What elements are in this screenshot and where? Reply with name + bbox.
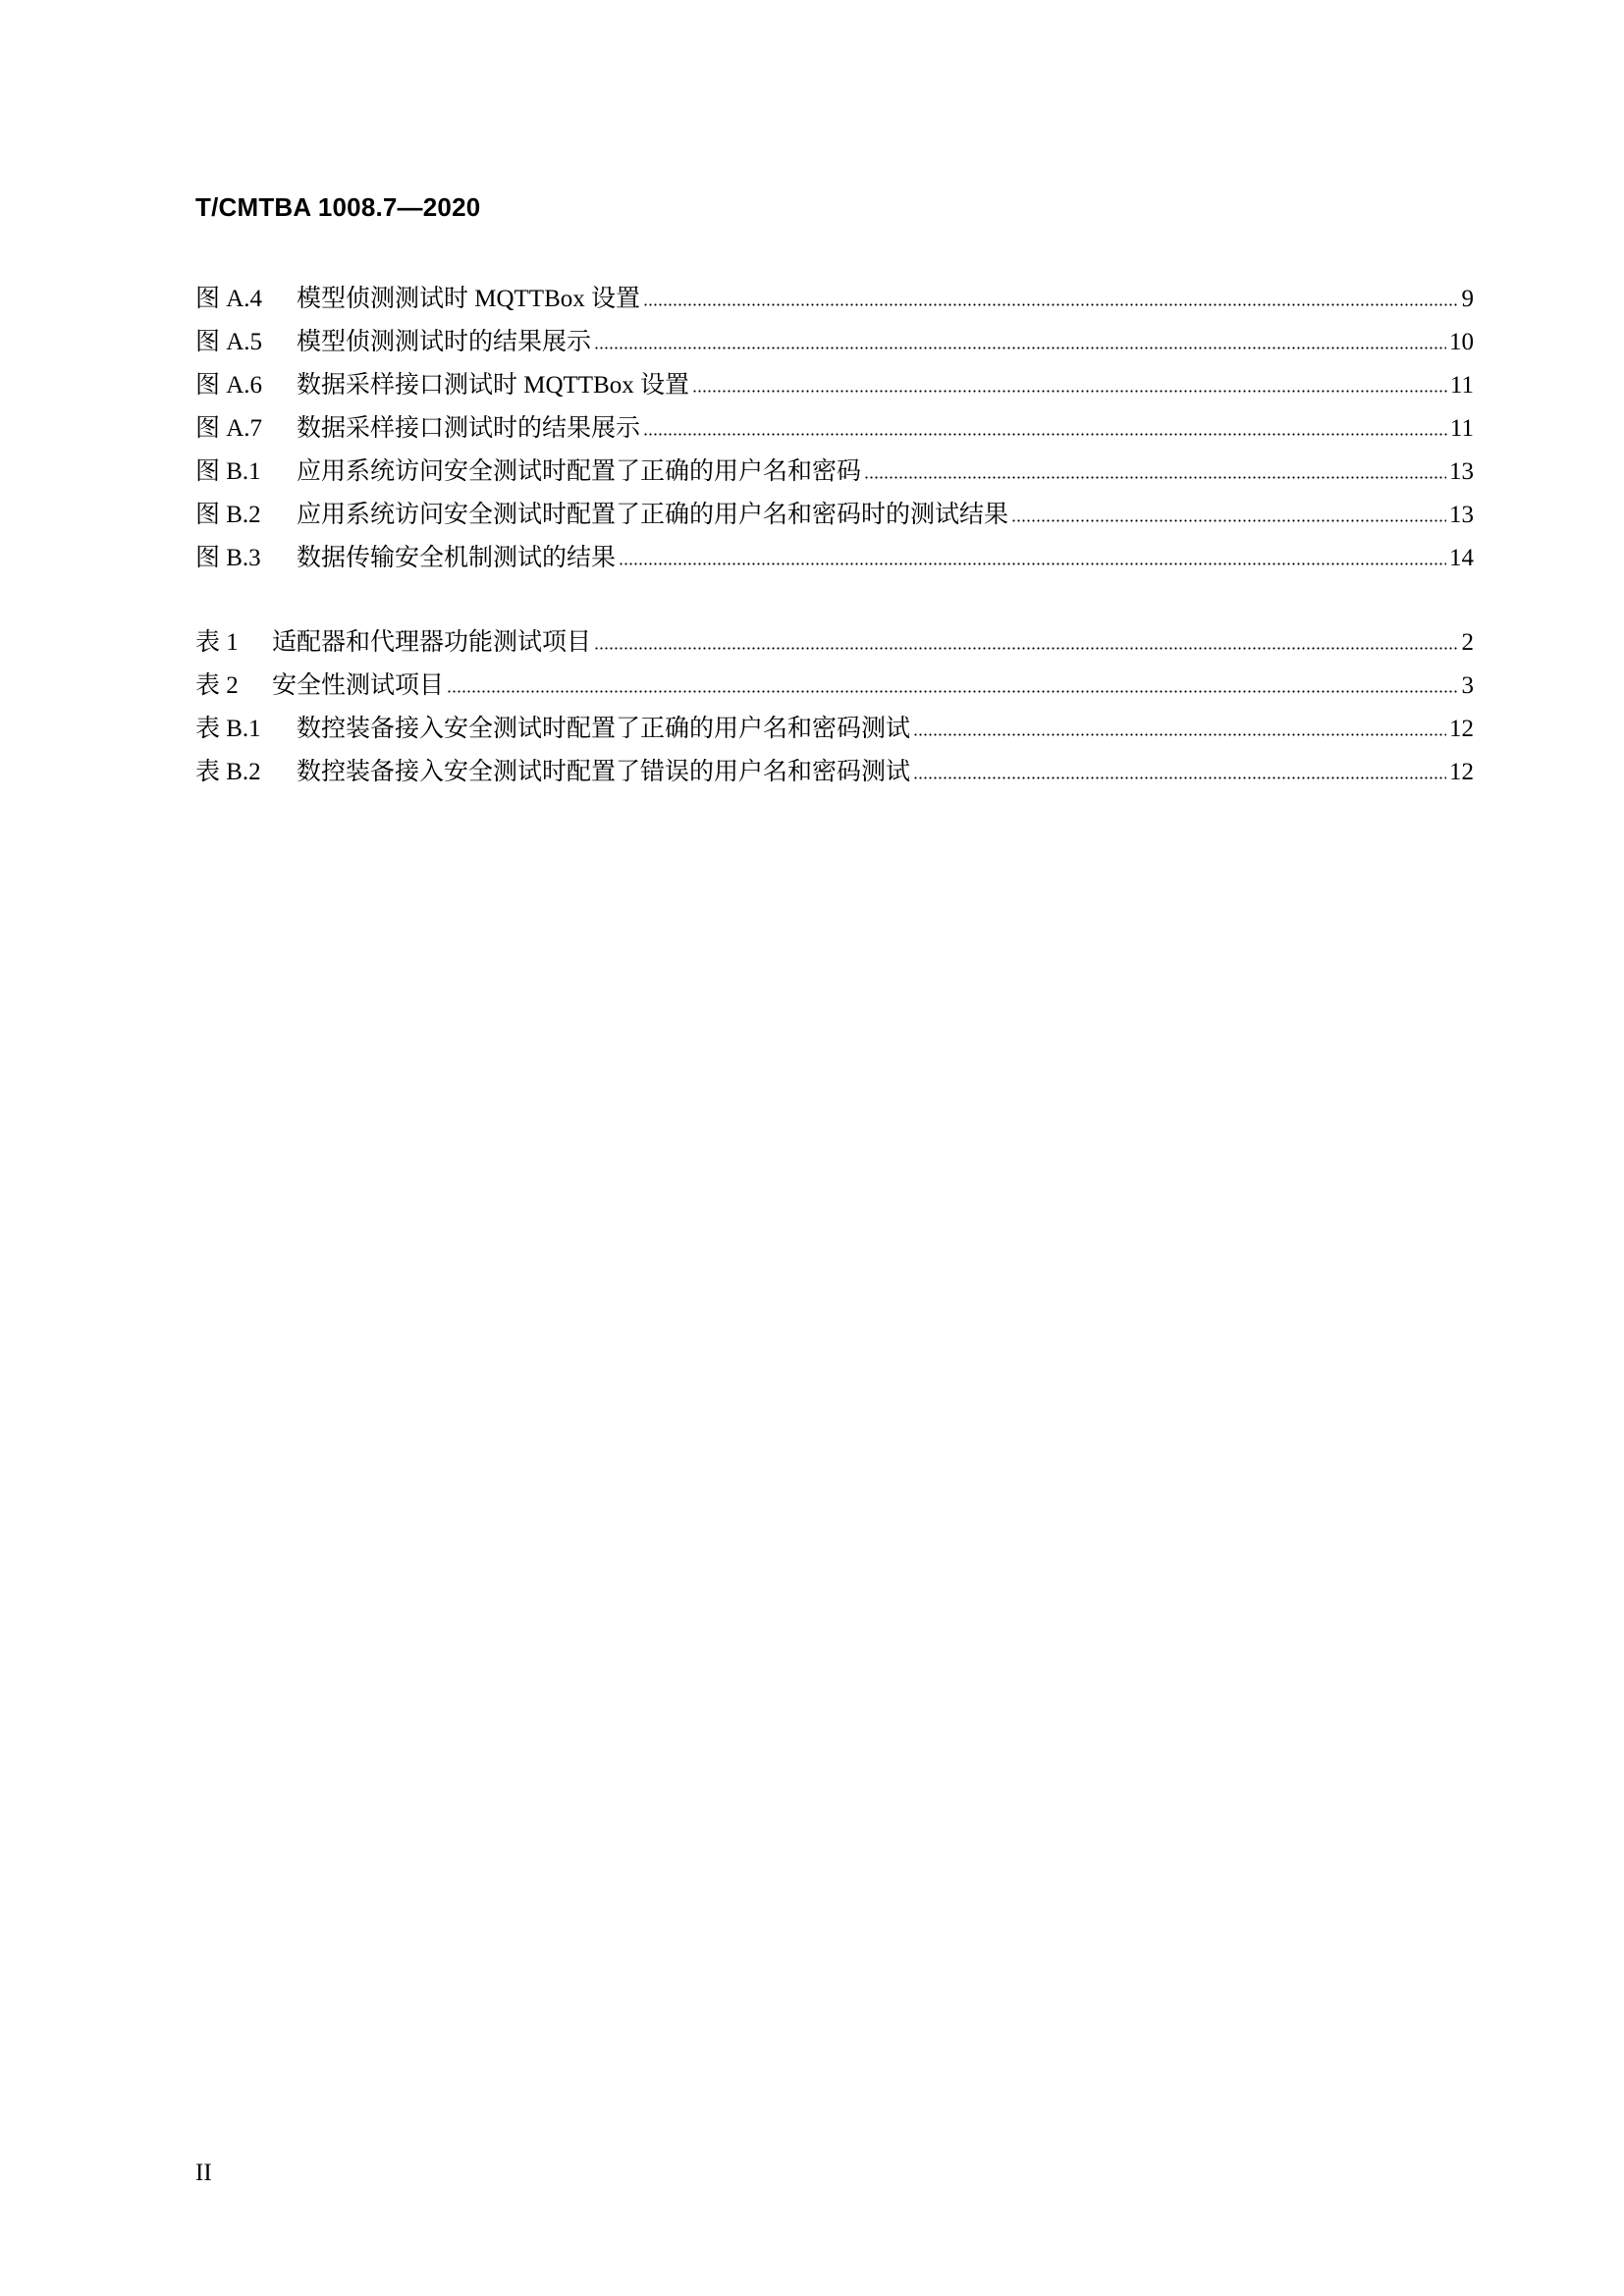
table-title: 数控装备接入安全测试时配置了错误的用户名和密码测试 [297, 759, 911, 785]
figure-label: 图 A.6 [195, 372, 263, 399]
dot-leader [594, 346, 1446, 350]
figure-title: 数据采样接口测试时的结果展示 [297, 415, 641, 442]
page-ref: 12 [1449, 716, 1474, 742]
document-code: T/CMTBA 1008.7—2020 [195, 192, 481, 222]
figure-list [195, 271, 1474, 573]
dot-leader [619, 561, 1446, 566]
page-ref: 13 [1449, 502, 1474, 528]
dot-leader [1011, 518, 1446, 523]
toc-entry-figure[interactable] [195, 314, 1474, 357]
figure-label: 图 A.4 [195, 286, 263, 312]
dot-leader [864, 475, 1446, 480]
toc-entry-table[interactable] [195, 658, 1474, 701]
table-title: 安全性测试项目 [272, 672, 445, 699]
dot-leader [643, 302, 1458, 307]
toc-entry-table[interactable] [195, 701, 1474, 744]
toc-entry-figure[interactable] [195, 271, 1474, 314]
page-ref: 12 [1449, 759, 1474, 785]
figure-label: 图 A.7 [195, 415, 263, 442]
figure-label: 图 B.3 [195, 545, 261, 571]
page-ref: 13 [1449, 458, 1474, 485]
page-ref: 9 [1461, 286, 1474, 312]
figure-label: 图 B.2 [195, 502, 261, 528]
dot-leader [913, 775, 1446, 780]
table-label: 表 B.1 [195, 716, 261, 742]
toc-entry-table[interactable] [195, 614, 1474, 658]
toc-entry-figure[interactable] [195, 357, 1474, 400]
table-title: 数控装备接入安全测试时配置了正确的用户名和密码测试 [297, 716, 911, 742]
table-label: 表 B.2 [195, 759, 261, 785]
figure-label: 图 A.5 [195, 329, 263, 355]
dot-leader [913, 732, 1446, 737]
figure-title: 模型侦测测试时的结果展示 [297, 329, 592, 355]
page-ref: 3 [1461, 672, 1474, 699]
dot-leader [692, 389, 1447, 394]
figure-label: 图 B.1 [195, 458, 261, 485]
toc-entry-figure[interactable] [195, 444, 1474, 487]
dot-leader [447, 689, 1458, 694]
toc-entry-figure[interactable] [195, 530, 1474, 573]
page-ref: 2 [1461, 629, 1474, 656]
page-ref: 11 [1449, 372, 1474, 399]
page-ref: 11 [1449, 415, 1474, 442]
toc-entry-figure[interactable] [195, 400, 1474, 444]
toc-entry-figure[interactable] [195, 487, 1474, 530]
page-ref: 14 [1449, 545, 1474, 571]
table-title: 适配器和代理器功能测试项目 [272, 629, 592, 656]
page-ref: 10 [1449, 329, 1474, 355]
figure-title: 数据采样接口测试时 MQTTBox 设置 [297, 372, 690, 399]
dot-leader [594, 646, 1458, 651]
dot-leader [643, 432, 1447, 437]
figure-title: 模型侦测测试时 MQTTBox 设置 [297, 286, 641, 312]
table-label: 表 1 [195, 629, 239, 656]
figure-title: 应用系统访问安全测试时配置了正确的用户名和密码时的测试结果 [297, 502, 1009, 528]
table-label: 表 2 [195, 672, 239, 699]
page-number: II [195, 2160, 212, 2186]
table-list [195, 614, 1474, 787]
figure-title: 数据传输安全机制测试的结果 [297, 545, 617, 571]
figure-title: 应用系统访问安全测试时配置了正确的用户名和密码 [297, 458, 862, 485]
toc-entry-table[interactable] [195, 744, 1474, 787]
